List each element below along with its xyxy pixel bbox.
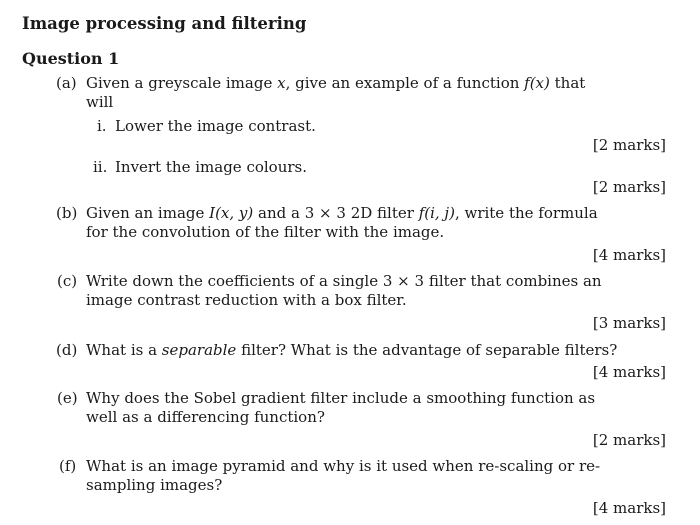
part-a-line1: Given a greyscale image x, give an example of a function f(x) that bbox=[86, 74, 586, 92]
question-title: Question 1 bbox=[22, 49, 120, 68]
part-f-label: (f) bbox=[59, 457, 77, 475]
subpart-ii-text: Invert the image colours. bbox=[115, 158, 308, 176]
part-d-marks: [4 marks] bbox=[592, 363, 666, 381]
part-c-label: (c) bbox=[57, 272, 78, 290]
part-c-line1: Write down the coefficients of a single 3 × 3 filter that combines an bbox=[86, 272, 602, 290]
part-a-line2: will bbox=[86, 93, 114, 111]
section-title: Image processing and filtering bbox=[22, 14, 307, 33]
part-e-marks: [2 marks] bbox=[592, 431, 666, 449]
subpart-ii-marks: [2 marks] bbox=[592, 178, 666, 196]
part-d-label: (d) bbox=[56, 341, 78, 359]
part-b-line1: Given an image I(x, y) and a 3 × 3 2D filter f(i, j), write the formula bbox=[86, 204, 598, 222]
subpart-i-text: Lower the image contrast. bbox=[115, 117, 316, 135]
part-f-line2: sampling images? bbox=[86, 476, 223, 494]
subpart-i-label: i. bbox=[97, 117, 107, 135]
part-f-marks: [4 marks] bbox=[592, 499, 666, 517]
subpart-i-marks: [2 marks] bbox=[592, 136, 666, 154]
part-e-line1: Why does the Sobel gradient filter include a smoothing function as bbox=[86, 389, 596, 407]
part-c-marks: [3 marks] bbox=[592, 314, 666, 332]
part-d-line1: What is a separable filter? What is the advantage of separable filters? bbox=[86, 341, 618, 359]
part-a-label: (a) bbox=[56, 74, 77, 92]
part-f-line1: What is an image pyramid and why is it used when re-scaling or re- bbox=[86, 457, 601, 475]
part-c-line2: image contrast reduction with a box filter. bbox=[86, 291, 407, 309]
part-b-label: (b) bbox=[56, 204, 78, 222]
part-e-label: (e) bbox=[57, 389, 78, 407]
part-e-line2: well as a differencing function? bbox=[86, 408, 325, 426]
part-b-line2: for the convolution of the filter with the image. bbox=[86, 223, 445, 241]
part-b-marks: [4 marks] bbox=[592, 246, 666, 264]
subpart-ii-label: ii. bbox=[93, 158, 108, 176]
